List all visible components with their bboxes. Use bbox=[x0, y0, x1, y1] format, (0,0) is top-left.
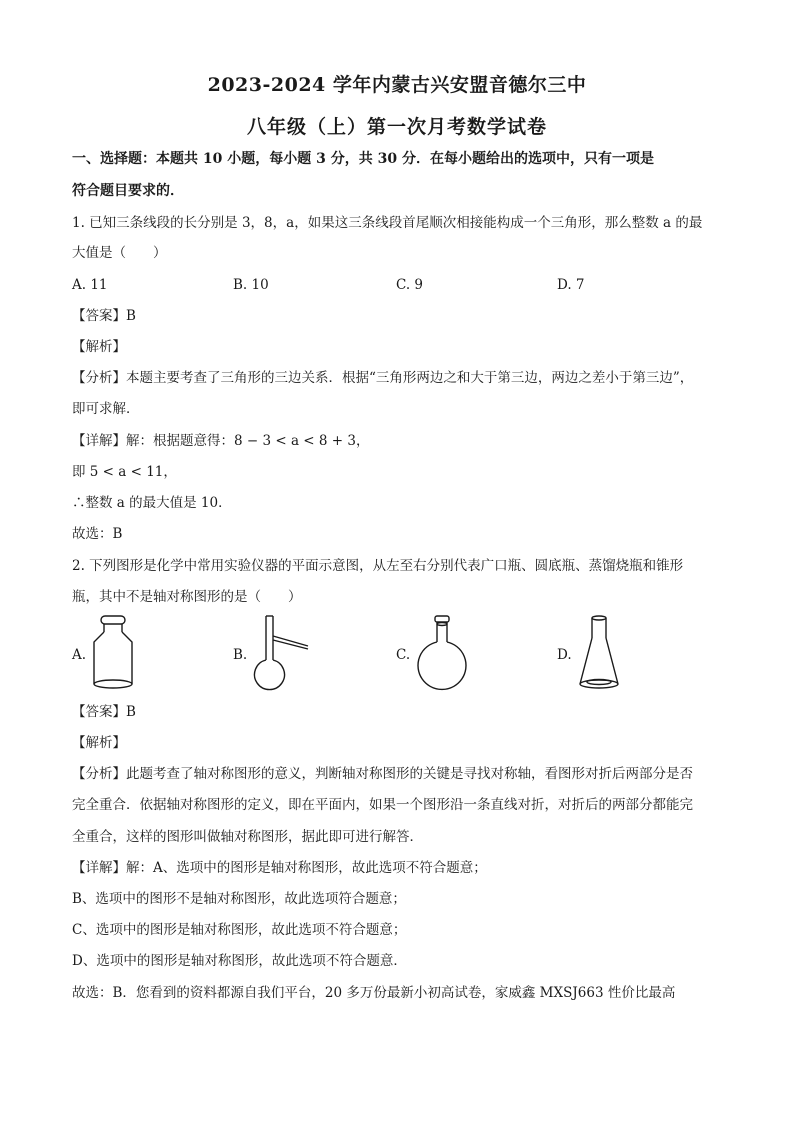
q2-stem-line1: 2. 下列图形是化学中常用实验仪器的平面示意图，从左至右分别代表广口瓶、圆底瓶、蒸馏烧瓶和锥形 bbox=[72, 558, 684, 574]
q2-fenxi-line3: 全重合，这样的图形叫做轴对称图形，据此即可进行解答． bbox=[72, 829, 423, 845]
q2-option-a-label: A. bbox=[72, 647, 87, 663]
q2-option-c-label: C. bbox=[396, 647, 411, 663]
q1-stem-line2: 大值是（ ） bbox=[72, 245, 167, 261]
distillation-flask-icon bbox=[250, 612, 315, 692]
q2-fenxi-line2: 完全重合．依据轴对称图形的定义，即在平面内，如果一个图形沿一条直线对折，对折后的两部分都能完 bbox=[72, 797, 693, 813]
q1-option-b: B. 10 bbox=[233, 277, 269, 293]
q2-conclusion: 故选：B．您看到的资料都源自我们平台，20 多万份最新小初高试卷，家威鑫 MXSJ663 性价比最高 bbox=[72, 985, 676, 1001]
q1-option-c: C. 9 bbox=[396, 277, 424, 293]
q2-answer: 【答案】B bbox=[72, 704, 136, 720]
q1-analysis-label: 【解析】 bbox=[72, 339, 126, 355]
conical-flask-icon bbox=[574, 612, 624, 692]
q1-fenxi-line2: 即可求解． bbox=[72, 401, 140, 417]
q2-analysis-label: 【解析】 bbox=[72, 735, 126, 751]
wide-mouth-bottle-icon bbox=[88, 612, 138, 692]
exam-title-line1: 2023-2024 学年内蒙古兴安盟音德尔三中 bbox=[207, 74, 587, 96]
q1-option-a: A. 11 bbox=[72, 277, 108, 293]
q1-answer: 【答案】B bbox=[72, 308, 136, 324]
q1-detail-line2: 即 5 < a < 11， bbox=[72, 464, 177, 480]
q1-stem-line1: 1. 已知三条线段的长分别是 3，8，a，如果这三条线段首尾顺次相接能构成一个三角形，那么整数 a 的最 bbox=[72, 215, 703, 231]
section-heading-line1: 一、选择题：本题共 10 小题，每小题 3 分，共 30 分．在每小题给出的选项中，只有一项是 bbox=[72, 151, 654, 167]
q1-option-d: D. 7 bbox=[557, 277, 585, 293]
q2-option-b-label: B. bbox=[233, 647, 248, 663]
section-heading-line2: 符合题目要求的． bbox=[72, 183, 184, 199]
q1-fenxi-line1: 【分析】本题主要考查了三角形的三边关系．根据“三角形两边之和大于第三边，两边之差小于第三边”， bbox=[72, 370, 694, 386]
q2-fenxi-line1: 【分析】此题考查了轴对称图形的意义，判断轴对称图形的关键是寻找对称轴，看图形对折后两部分是否 bbox=[72, 766, 693, 782]
q1-conclusion: 故选：B bbox=[72, 526, 123, 542]
q1-detail-line1: 【详解】解：根据题意得：8 − 3 < a < 8 + 3， bbox=[72, 433, 370, 449]
round-bottom-flask-icon bbox=[412, 612, 472, 692]
q2-stem-line2: 瓶，其中不是轴对称图形的是（ ） bbox=[72, 589, 302, 605]
q2-detail-line3: C、选项中的图形是轴对称图形，故此选项不符合题意； bbox=[72, 922, 407, 938]
q2-detail-line1: 【详解】解：A、选项中的图形是轴对称图形，故此选项不符合题意； bbox=[72, 860, 487, 876]
q1-detail-line3: ∴整数 a 的最大值是 10． bbox=[72, 495, 232, 511]
exam-title-line2: 八年级（上）第一次月考数学试卷 bbox=[246, 116, 547, 138]
q2-detail-line2: B、选项中的图形不是轴对称图形，故此选项符合题意； bbox=[72, 891, 406, 907]
q2-detail-line4: D、选项中的图形是轴对称图形，故此选项不符合题意． bbox=[72, 953, 407, 969]
q2-option-d-label: D. bbox=[557, 647, 572, 663]
